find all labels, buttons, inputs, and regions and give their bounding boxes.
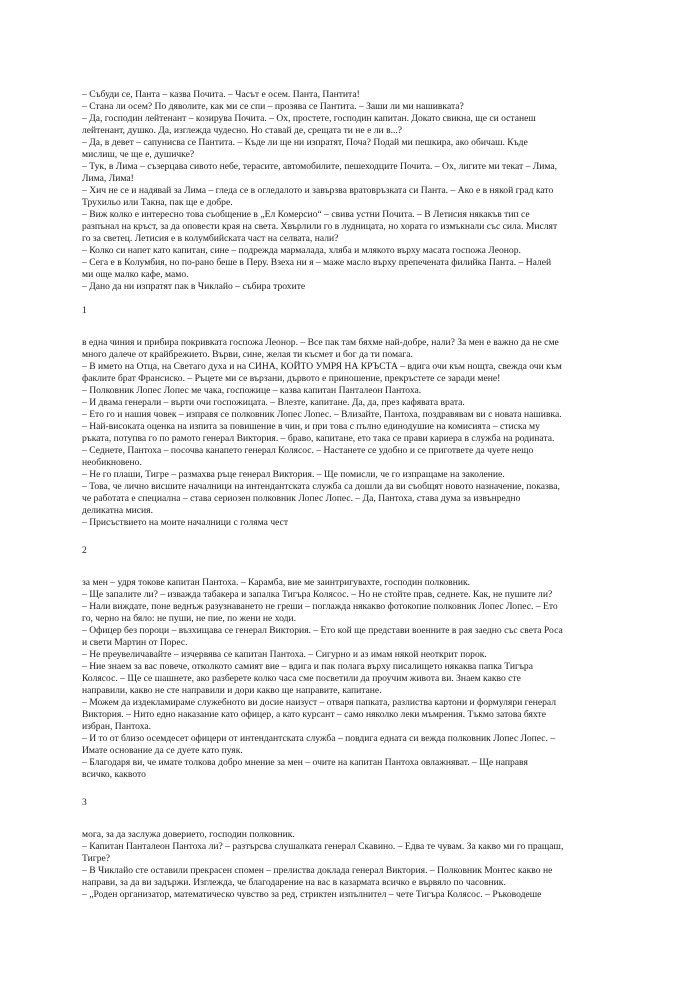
text-line: Колясос. – Ще се шашнете, ако разберете колко часа сме посветили да проучим живота ви. Знаем какво сте (82, 673, 521, 684)
text-line: ръката, потупва го по рамото генерал Виктория. – браво, капитане, ето така се прави кариера в служба на родината. (82, 433, 555, 444)
text-line: го, черно на бяло: не пуши, не пие, по жени не ходи. (82, 613, 297, 624)
text-line: и свети Мартин от Порес. (82, 637, 188, 648)
text-line: – Благодаря ви, че имате толкова добро мнение за мен – очите на капитан Пантоха овлажняват. – Ще направя (82, 757, 528, 768)
text-line: факлите брат Франсиско. – Ръцете ми се вързани, дървото е приношение, прекръстете се заради мене! (82, 373, 501, 384)
text-line: – В Чиклайо сте оставили прекрасен спомен – прелиства доклада генерал Виктория. – Полковник Монтес какво не (82, 865, 553, 876)
text-line: – Сега е в Колумбия, но по-рано беше в Перу. Взеха ни я – маже масло върху препечената филийка Панта. – Налей (82, 257, 552, 268)
text-line: ми още малко кафе, мамо. (82, 269, 189, 280)
text-line: избран, Пантоха. (82, 721, 152, 732)
page-number-2: 2 (82, 545, 87, 556)
text-line: – Ще запалите ли? – изважда табакера и запалка Тигъра Колясос. – Но не стойте прав, седнете. Как, не пушите ли? (82, 589, 553, 600)
text-line: мога, за да заслужа доверието, господин полковник. (82, 829, 295, 840)
text-line: Виктория. – Нито едно наказание като офицер, а като курсант – само няколко леки мъмрения. Тъкмо затова бяхте (82, 709, 546, 720)
text-line: – Тук, в Лима – съзерцава сивото небе, терасите, автомобилите, пешеходците Почита. – Ох, лигите ми текат – Лима, (82, 161, 558, 172)
text-line: – Присъствието на моите началници с голяма чест (82, 517, 289, 528)
text-line: направили, какво не сте направили и дори какво ще направите, капитане. (82, 685, 382, 696)
text-line: необикновено. (82, 457, 142, 468)
text-line: – И то от близо осемдесет офицери от интендантската служба – повдига едната си вежда полковник Лопес Лопес. – (82, 733, 556, 744)
text-line: много далече от крайбрежието. Върви, сине, желая ти късмет и бог да ти помага. (82, 349, 413, 360)
text-line: направи, за да ви задържи. Изглежда, че благодарение на вас в казармата всичко е вървяло по часовник. (82, 877, 506, 888)
text-line: мислиш, че ще е, душичке? (82, 149, 195, 160)
text-line: Тигре? (82, 853, 111, 864)
text-block-1 (82, 89, 620, 293)
text-line: в една чиния и прибира покривката госпожа Леонор. – Все пак там бяхме най-добре, нали? За мен е важно да не сме (82, 337, 559, 348)
text-line: – Капитан Панталеон Пантоха ли? – разтърсва слушалката генерал Скавино. – Едва те чувам. За какво ми го пращаш, (82, 841, 564, 852)
text-line: – Не преувеличавайте – изчервява се капитан Пантоха. – Сигурно и аз имам някой неоткрит порок. (82, 649, 487, 660)
text-line: – Офицер без пороци – възхищава се генерал Виктория. – Ето кой ще представи военните в рая заедно със света Роса (82, 625, 563, 636)
text-line: – Да, в девет – сапунисва се Пантита. – Къде ли ще ни изпратят, Поча? Подай ми пешкира, ако обичаш. Къде (82, 137, 528, 148)
text-line: – Не го плаши, Тигре – размахва ръце генерал Виктория. – Ще помисли, че го изпращаме на заколение. (82, 469, 505, 480)
text-line: – Седнете, Пантоха – посочва канапето генерал Колясос. – Настанете се удобно и се пригответе да чуете нещо (82, 445, 534, 456)
text-line: – Колко си напет като капитан, сине – подрежда мармалада, хляба и млякото върху масата госпожа Леонор. (82, 245, 521, 256)
text-line: всичко, каквото (82, 769, 146, 780)
text-line: деликатна мисия. (82, 505, 153, 516)
text-line: – Да, господин лейтенант – козирува Почита. – Ох, простете, господин капитан. Докато свикна, ще си останеш (82, 113, 536, 124)
text-line: – Хич не се и надявай за Лима – гледа се в огледалото и завързва вратовръзката си Панта. – Ако е в някой град като (82, 185, 554, 196)
text-line: – Това, че лично висшите началници на интендантската служба са дошли да ви съобщят новото назначение, показва, (82, 481, 560, 492)
text-line: – Стана ли осем? По дяволите, как ми се спи – прозява се Пантита. – Заши ли ми нашивката? (82, 101, 464, 112)
text-line: разпънал на кръст, за да оповести края на света. Хвърлили го в лудницата, но хората го измъкнали със сила. Мислят (82, 221, 558, 232)
text-block-2 (82, 337, 620, 529)
text-line: Лима, Лима! (82, 173, 134, 184)
text-line: – Нали виждате, поне веднъж разузнаването не греши – поглажда някакво фотокопие полковник Лопес Лопес. – Ето (82, 601, 558, 612)
text-line: Трухильо или Такна, пак ще е добре. (82, 197, 233, 208)
text-line: – Виж колко е интересно това съобщение в „Ел Комерсио“ – свива устни Почита. – В Летисия някакъв тип се (82, 209, 530, 220)
text-line: – Дано да ни изпратят пак в Чиклайо – събира трохите (82, 281, 306, 292)
text-line: го за светец. Летисия е в колумбийската част на селвата, нали? (82, 233, 339, 244)
text-block-4 (82, 829, 620, 901)
text-line: – И двама генерали – върти очи госпожицата. – Влезте, капитане. Да, да, през кафявата врата. (82, 397, 465, 408)
text-line: – Ние знаем за вас повече, отколкото самият вие – вдига и пак полага върху писалището някаква папка Тигъра (82, 661, 533, 672)
text-line: че работата е специална – става сериозен полковник Лопес Лопес. – Да, Пантоха, става дума за извънредно (82, 493, 521, 504)
text-line: за мен – удря токове капитан Пантоха. – Карамба, вие ме заинтригувахте, господин полковник. (82, 577, 471, 588)
text-line: – Можем да издекламираме служебното ви досие наизуст – отваря папката, разлиства картони и формуляри генерал (82, 697, 557, 708)
text-line: Имате основание да се дуете като пуяк. (82, 745, 243, 756)
text-line: лейтенант, душко. Да, изглежда чудесно. Но ставай де, срещата ти не е ли в...? (82, 125, 403, 136)
text-line: – Най-високата оценка на изпита за повишение в чин, и при това с пълно единодушие на комисията – стиска му (82, 421, 540, 432)
text-line: – Ето го и нашия човек – изправя се полковник Лопес Лопес. – Влизайте, Пантоха, поздравявам ви с новата нашивка. (82, 409, 562, 420)
text-line: – Полковник Лопес Лопес ме чака, госпожице – казва капитан Панталеон Пантоха. (82, 385, 422, 396)
text-line: – В името на Отца, на Светаго духа и на СИНА, КОЙТО УМРЯ НА КРЪСТА – вдига очи към нощта, свежда очи към (82, 361, 562, 372)
text-line: – Събуди се, Панта – казва Почита. – Часът е осем. Панта, Пантита! (82, 89, 360, 100)
text-line: – „Роден организатор, математическо чувство за ред, стриктен изпълнител – чете Тигъра Колясос. – Ръководеше (82, 889, 542, 900)
page-number-3: 3 (82, 797, 87, 808)
text-block-3 (82, 577, 620, 781)
page-number-1: 1 (82, 305, 87, 316)
